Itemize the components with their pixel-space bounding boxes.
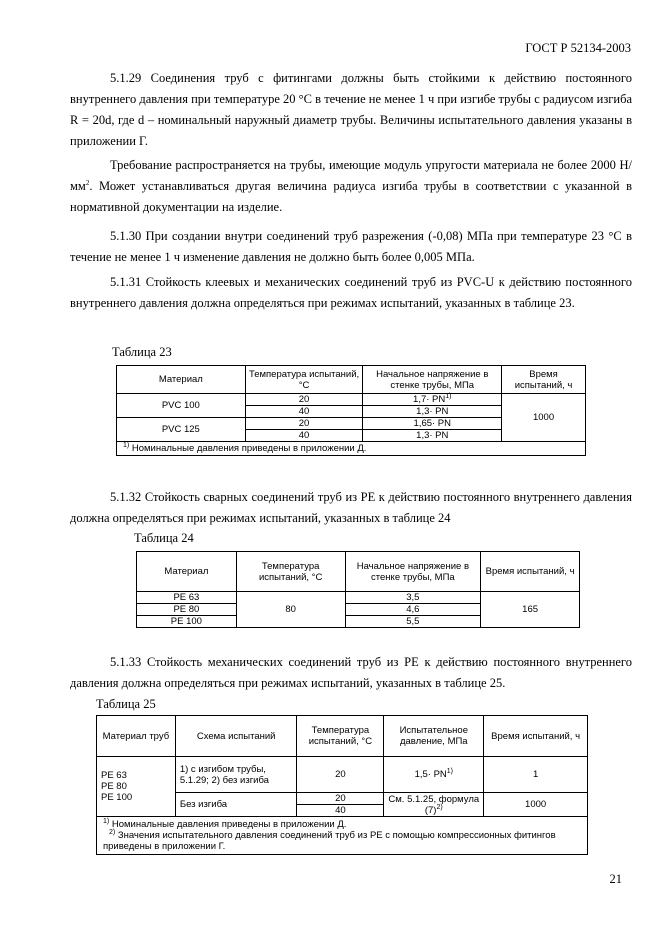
table-cell: 1000 bbox=[484, 793, 588, 817]
table-cell-materials: РЕ 63 РЕ 80 РЕ 100 bbox=[97, 757, 176, 817]
table-cell: 5,5 bbox=[345, 616, 481, 628]
table-header-cell: Начальное напряжение в стенке трубы, МПа bbox=[363, 366, 502, 394]
table-header-cell: Температура испытаний, °С bbox=[245, 366, 363, 394]
table-23-caption: Таблица 23 bbox=[112, 345, 172, 359]
table-25-footnotes bbox=[97, 817, 588, 855]
table-25-footnote-2: $^{2)}$ Значения испытательного давления соединений труб из РЕ с помощью компрессионных фитингов приведены в приложении Г. bbox=[103, 828, 556, 852]
table-header-cell: Температура испытаний, °С bbox=[236, 552, 345, 592]
table-24-caption: Таблица 24 bbox=[134, 531, 194, 545]
paragraph-5-1-31: 5.1.31 Стойкость клеевых и механических соединений труб из PVC-U к действию постоянного внутреннего давления должна определяться при режимах испытаний, указанных в таблице 23. bbox=[70, 275, 632, 310]
table-header-cell: Время испытаний, ч bbox=[502, 366, 586, 394]
table-cell-time: 1000 bbox=[502, 394, 586, 442]
table-cell: 20 bbox=[245, 394, 363, 406]
table-23-footnote: $^{1)}$ Номинальные давления приведены в приложении Д. bbox=[117, 442, 586, 456]
table-cell: 1,3· PN bbox=[363, 430, 502, 442]
table-cell: 40 bbox=[245, 406, 363, 418]
table-cell: 20 bbox=[245, 418, 363, 430]
table-cell-material: PVC 125 bbox=[117, 418, 246, 442]
table-cell-material: РЕ 80 bbox=[137, 604, 237, 616]
paragraph-requirement: Требование распространяется на трубы, имеющие модуль упругости материала не более 2000 $Н/мм^2$. Может устанавливаться другая величина радиуса изгиба трубы в соответствии с указанной в нормативной документации на изделие. bbox=[70, 158, 632, 214]
table-cell: 40 bbox=[297, 805, 384, 817]
table-cell-temp: 80 bbox=[236, 592, 345, 628]
paragraph-5-1-30: 5.1.30 При создании внутри соединений труб разрежения (-0,08) МПа при температуре 23 °С в течение не менее 1 ч изменение давления не должно быть более 0,005 МПа. bbox=[70, 229, 632, 264]
table-25 bbox=[96, 715, 588, 855]
table-cell-scheme: Без изгиба bbox=[175, 793, 297, 817]
table-header-cell: Время испытаний, ч bbox=[484, 716, 588, 757]
table-cell: См. 5.1.25, формула $(7)^{2)}$ bbox=[384, 793, 484, 817]
table-header-cell: Материал труб bbox=[97, 716, 176, 757]
table-cell: 1,3· PN bbox=[363, 406, 502, 418]
paragraph-5-1-32: 5.1.32 Стойкость сварных соединений труб из РЕ к действию постоянного внутреннего давления должна определяться при режимах испытаний, указанных в таблице 24 bbox=[70, 490, 632, 525]
table-cell: 3,5 bbox=[345, 592, 481, 604]
table-cell: 4,6 bbox=[345, 604, 481, 616]
table-header-cell: Материал bbox=[117, 366, 246, 394]
paragraph-5-1-29: 5.1.29 Соединения труб с фитингами должны быть стойкими к действию постоянного внутреннего давления при температуре 20 °С в течение не менее 1 ч при изгибе трубы с радиусом изгиба R = 20d, где d – номинальный наружный диаметр трубы. Величины испытательного давления указаны в приложении Г. bbox=[70, 71, 632, 148]
table-header-cell: Материал bbox=[137, 552, 237, 592]
table-cell-time: 165 bbox=[481, 592, 580, 628]
table-24 bbox=[136, 551, 580, 628]
document-code: ГОСТ Р 52134-2003 bbox=[525, 41, 631, 55]
table-header-cell: Схема испытаний bbox=[175, 716, 297, 757]
table-23 bbox=[116, 365, 586, 456]
table-cell: 1 bbox=[484, 757, 588, 793]
table-cell: $1,7\cdot PN^{1)}$ bbox=[363, 394, 502, 406]
table-25-caption: Таблица 25 bbox=[96, 697, 156, 711]
page-number: 21 bbox=[609, 872, 622, 886]
table-cell-material: РЕ 63 bbox=[137, 592, 237, 604]
table-cell: 20 bbox=[297, 757, 384, 793]
table-header-cell: Температура испытаний, °С bbox=[297, 716, 384, 757]
paragraph-5-1-33: 5.1.33 Стойкость механических соединений труб из РЕ к действию постоянного внутреннего давления должна определяться при режимах испытаний, указанных в таблице 25. bbox=[70, 655, 632, 690]
table-header-cell: Начальное напряжение в стенке трубы, МПа bbox=[345, 552, 481, 592]
table-header-cell: Время испытаний, ч bbox=[481, 552, 580, 592]
table-header-cell: Испытательное давление, МПа bbox=[384, 716, 484, 757]
table-cell-material: РЕ 100 bbox=[137, 616, 237, 628]
table-cell: 20 bbox=[297, 793, 384, 805]
table-cell-scheme: 1) с изгибом трубы, 5.1.29; 2) без изгиба bbox=[175, 757, 297, 793]
table-cell: $1,5\cdot PN^{1)}$ bbox=[384, 757, 484, 793]
table-cell: 1,65· PN bbox=[363, 418, 502, 430]
table-cell: 40 bbox=[245, 430, 363, 442]
table-25-footnote-1: $^{1)}$ Номинальные давления приведены в приложении Д. bbox=[103, 817, 347, 830]
table-cell-material: PVC 100 bbox=[117, 394, 246, 418]
